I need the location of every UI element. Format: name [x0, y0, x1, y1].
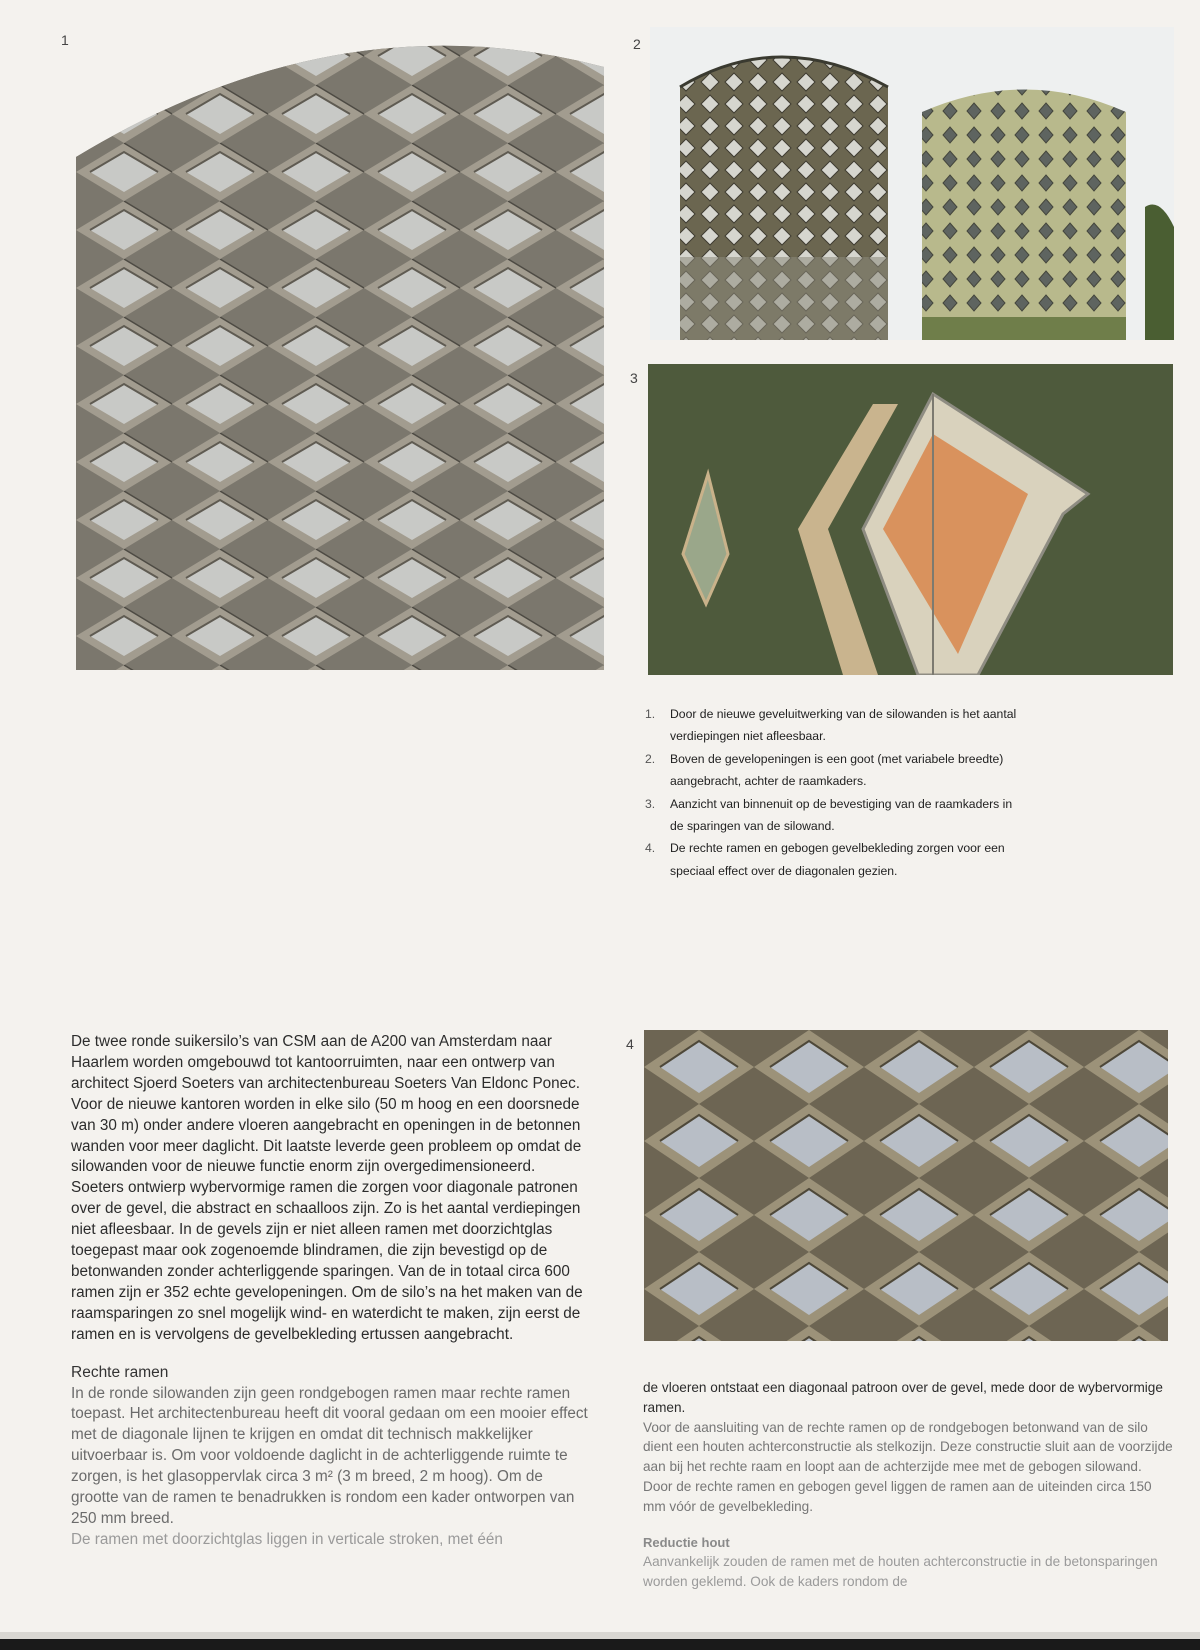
- article-paragraph: Aanvankelijk zouden de ramen met de houten achterconstructie in de betonsparingen worden geklemd. Ook de kaders rondom de: [643, 1554, 1158, 1590]
- heading-reductie-hout: Reductie hout: [643, 1534, 730, 1550]
- caption-item: 1. Door de nieuwe geveluitwerking van de silowanden is het aantal verdiepingen niet afleesbaar.: [645, 707, 1017, 744]
- caption-item: 3. Aanzicht van binnenuit op de bevestiging van de raamkaders in de sparingen van de silowand.: [645, 796, 1013, 834]
- figure-number-4: 4: [626, 1036, 634, 1052]
- photo-two-silos: [650, 27, 1174, 340]
- heading-rechte-ramen: Rechte ramen: [71, 1363, 169, 1381]
- figure-number-3: 3: [630, 370, 638, 386]
- photo-facade-diagonals: [644, 1030, 1168, 1341]
- article-paragraph: Voor de aansluiting van de rechte ramen op de rondgebogen betonwand van de silo dient een houten achterconstructie als stelkozijn. Deze constructie sluit aan de voorzijde aan bij het rechte raam en loopt aan de achterzijde mee met de gebogen silowand. Door de rechte ramen en gebogen gevel liggen de ramen aan de uiteinden circa 150 mm vóór de gevelbekleding.: [643, 1419, 1173, 1514]
- photo-interior-window: [648, 364, 1173, 675]
- article-left-column: [71, 1032, 591, 1551]
- figure-number-1: 1: [61, 32, 69, 48]
- photo-facade-closeup: [76, 27, 604, 670]
- article-right-column: [643, 1378, 1173, 1592]
- article-paragraph-cut: De ramen met doorzichtglas liggen in verticale stroken, met één: [71, 1530, 503, 1548]
- article-intro: De twee ronde suikersilo’s van CSM aan de A200 van Amsterdam naar Haarlem worden omgebouwd tot kantoorruimten, naar een ontwerp van architect Sjoerd Soeters van architectenbureau Soeters Van Eldonc Ponec. Voor de nieuwe kantoren worden in elke silo (50 m hoog en een doorsnede van 30 m) onder andere vloeren aangebracht en openingen in de betonnen wanden voor meer daglicht. Dit laatste leverde geen probleem op omdat de silowanden voor de nieuwe functie enorm zijn overgedimensioneerd. Soeters ontwierp wybervormige ramen die zorgen voor diagonale patronen over de gevel, die abstract en schaalloos zijn. Zo is het aantal verdiepingen niet afleesbaar. In de gevels zijn er niet alleen ramen met doorzichtglas toegepast maar ook zogenoemde blindramen, die zijn bevestigd op de betonwanden zonder achterliggende sparingen. Van de in totaal circa 600 ramen zijn er 352 echte gevelopeningen. Om de silo’s na het maken van de raamsparingen zo snel mogelijk wind- en waterdicht te maken, zijn eerst de ramen en is vervolgens de gevelbekleding ertussen aangebracht.: [71, 1033, 583, 1343]
- caption-item: 2. Boven de gevelopeningen is een goot (met variabele breedte) aangebracht, achter de raamkaders.: [645, 751, 1004, 789]
- article-paragraph: In de ronde silowanden zijn geen rondgebogen ramen maar rechte ramen toepast. Het architectenbureau heeft dit vooral gedaan om een mooier effect met de diagonale lijnen te krijgen en omdat dit technisch makkelijker uitvoerbaar is. Om voor voldoende daglicht in de achterliggende ruimte te zorgen, is het glasoppervlak circa 3 m² (3 m breed, 2 m hoog). Om de grootte van de ramen te benadrukken is rondom een kader ontworpen van 250 mm breed.: [71, 1384, 588, 1527]
- figure-number-2: 2: [633, 36, 641, 52]
- caption-list: [643, 703, 1023, 882]
- article-paragraph: de vloeren ontstaat een diagonaal patroon over de gevel, mede door de wybervormige ramen.: [643, 1380, 1163, 1415]
- caption-item: 4. De rechte ramen en gebogen gevelbekleding zorgen voor een speciaal effect over de diagonalen gezien.: [645, 841, 1005, 878]
- scan-edge-dark: [0, 1639, 1200, 1650]
